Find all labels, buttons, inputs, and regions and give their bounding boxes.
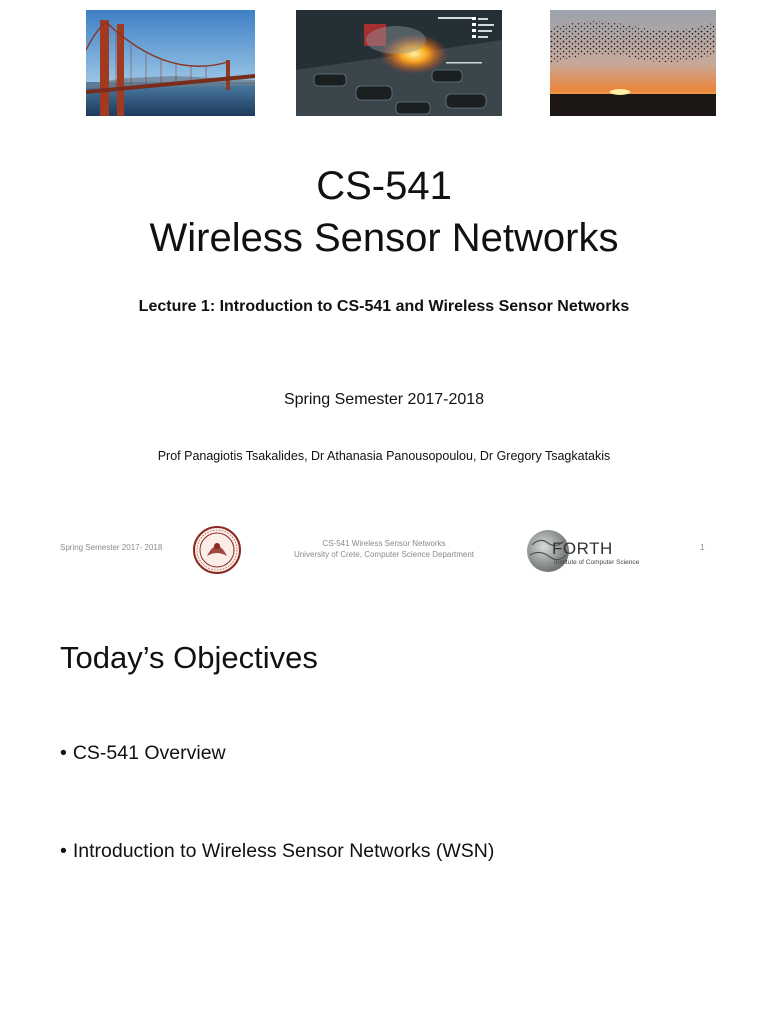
objectives-heading: Today’s Objectives [60,640,318,675]
footer-course-info [268,538,500,560]
authors-line: Prof Panagiotis Tsakalides, Dr Athanasia Panousopoulou, Dr Gregory Tsagkatakis [157,449,611,463]
golden-gate-bridge-image [86,10,255,116]
page-number: 1 [700,543,705,552]
footer-semester: Spring Semester 2017- 2018 [60,543,163,552]
bullet-item [60,840,494,863]
bird-flock-sunset-image [550,10,716,116]
bullet-text: CS-541 Overview [72,742,226,764]
title-line-1: CS-541 [316,164,452,208]
forth-logo [526,529,666,575]
footer-course-name: CS-541 Wireless Sensor Networks [322,539,446,548]
traffic-accident-sensing-image [296,10,502,116]
lecture-subtitle: Lecture 1: Introduction to CS-541 and Wireless Sensor Networks [138,298,630,315]
bullet-glyph: • [60,742,67,764]
forth-logo-word: FORTH [552,539,613,558]
slide-title [0,160,768,264]
bullet-item [60,742,226,765]
forth-logo-subtitle: Institute of Computer Science [554,559,640,566]
semester-label: Spring Semester 2017-2018 [283,391,485,408]
title-line-2: Wireless Sensor Networks [149,216,619,260]
bullet-text: Introduction to Wireless Sensor Networks (WSN) [72,840,495,862]
university-crete-seal [193,526,241,574]
footer-department: University of Crete, Computer Science Department [293,550,475,559]
bullet-glyph: • [60,840,67,862]
